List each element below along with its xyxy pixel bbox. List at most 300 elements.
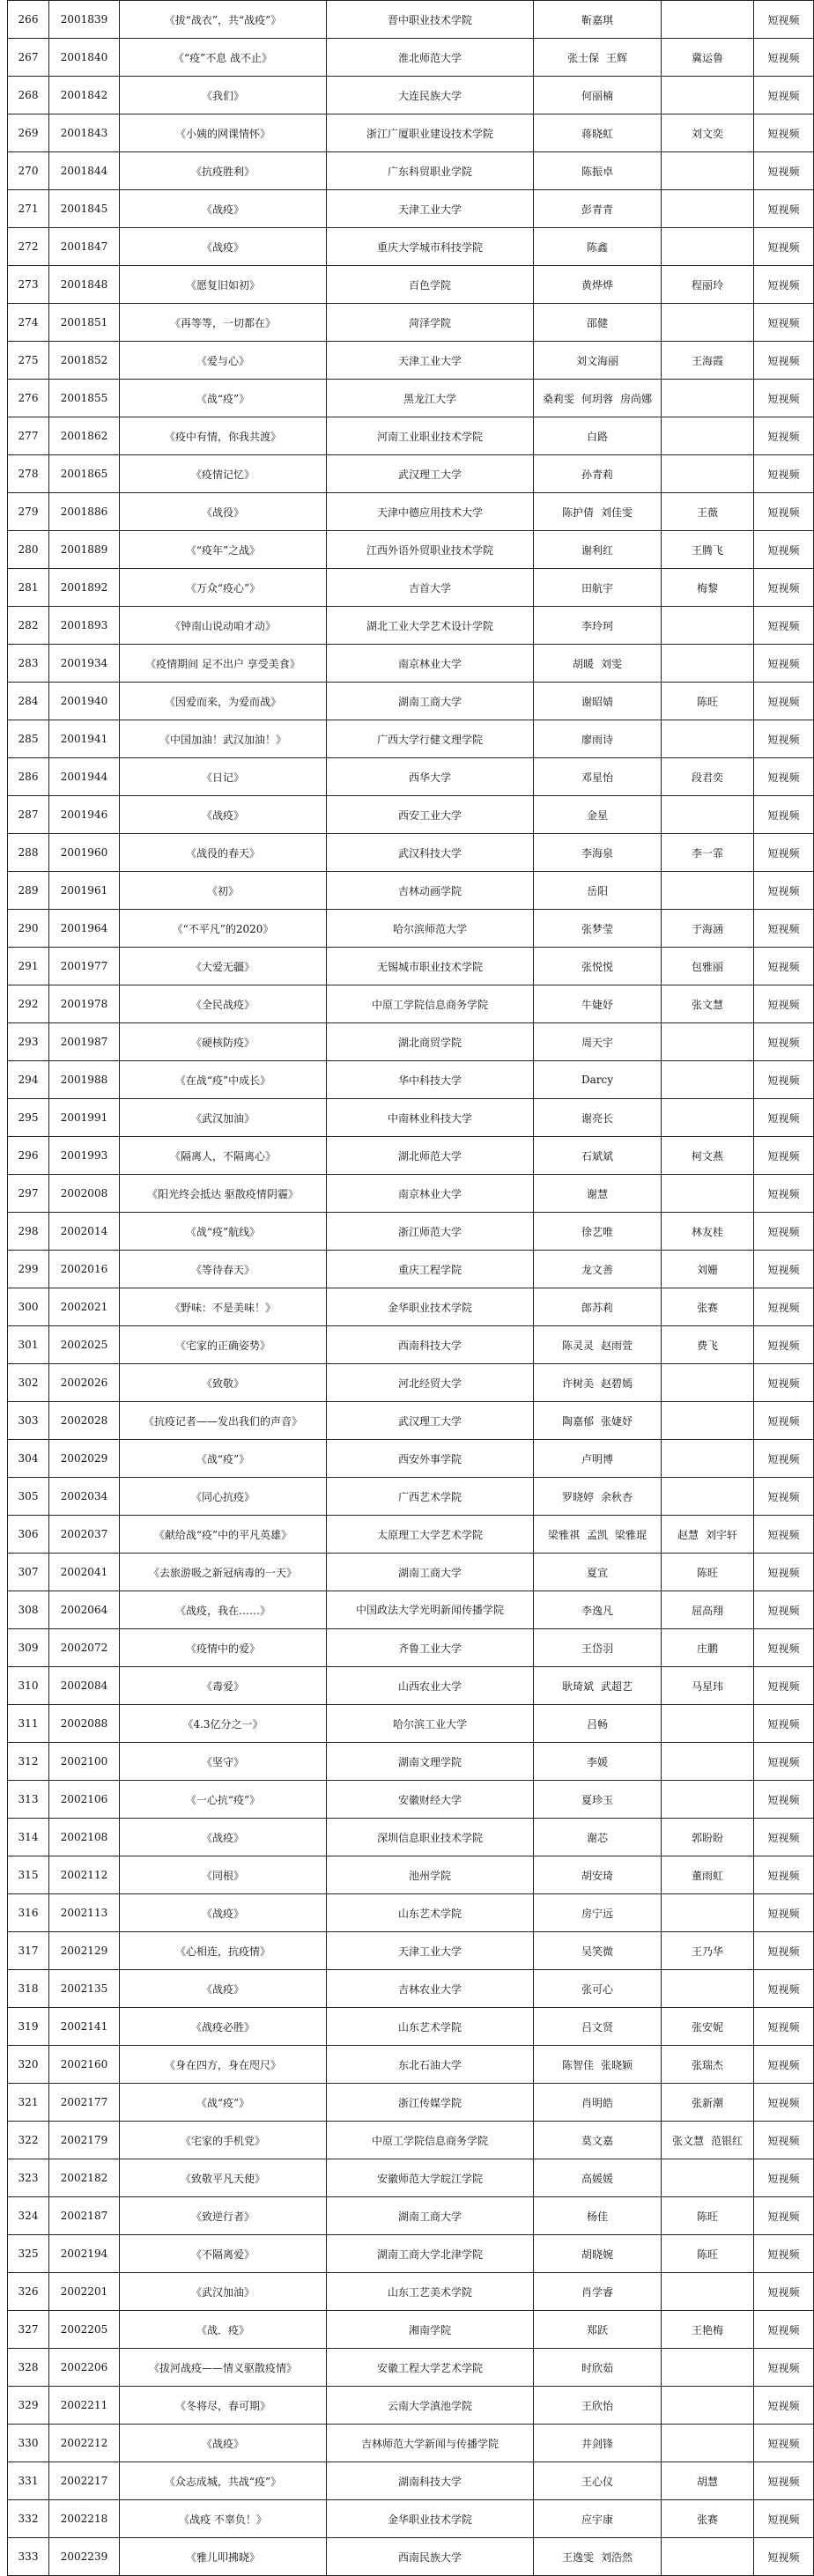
cell-entry-id: 2001851 <box>49 304 120 342</box>
cell-title: 《不隔离爱》 <box>120 2235 327 2273</box>
cell-advisors <box>662 1137 754 1175</box>
cell-advisors <box>662 2538 754 2576</box>
cell-title: 《战疫，我在……》 <box>120 1591 327 1629</box>
cell-title: 《抗疫胜利》 <box>120 152 327 190</box>
cell-seq: 279 <box>8 493 49 531</box>
cell-advisors-name: 柯文燕 <box>691 1149 723 1163</box>
table-row <box>8 1591 814 1629</box>
cell-entry-id: 2001852 <box>49 342 120 380</box>
cell-seq: 326 <box>8 2273 49 2311</box>
cell-entry-id: 2002021 <box>49 1288 120 1326</box>
cell-authors-name: 张士保 <box>566 51 599 64</box>
cell-category: 短视频 <box>754 2084 814 2122</box>
cell-advisors <box>662 1364 754 1402</box>
cell-category: 短视频 <box>754 152 814 190</box>
cell-category: 短视频 <box>754 948 814 985</box>
cell-category: 短视频 <box>754 493 814 531</box>
cell-advisors-name: 王海霞 <box>691 354 723 367</box>
cell-title: 《4.3亿分之一》 <box>120 1705 327 1743</box>
cell-seq: 292 <box>8 985 49 1023</box>
cell-category: 短视频 <box>754 304 814 342</box>
cell-entry-id: 2002016 <box>49 1251 120 1288</box>
cell-authors <box>534 985 662 1023</box>
table-row <box>8 228 814 266</box>
cell-advisors <box>662 1288 754 1326</box>
cell-authors-name: 郑跃 <box>586 2323 608 2336</box>
cell-school: 太原理工大学艺术学院 <box>327 1516 534 1554</box>
cell-advisors <box>662 1251 754 1288</box>
cell-authors <box>534 1932 662 1970</box>
cell-authors-name: 许树美 <box>561 1377 594 1390</box>
cell-authors-name: 李逸凡 <box>581 1604 613 1617</box>
cell-entry-id: 2002037 <box>49 1516 120 1554</box>
cell-advisors <box>662 948 754 985</box>
cell-authors <box>534 417 662 455</box>
cell-category: 短视频 <box>754 1213 814 1251</box>
awards-table <box>7 0 814 2576</box>
table-row <box>8 569 814 607</box>
cell-authors <box>534 1970 662 2008</box>
cell-school: 淮北师范大学 <box>327 39 534 77</box>
cell-seq: 285 <box>8 720 49 758</box>
cell-advisors <box>662 304 754 342</box>
cell-entry-id: 2001946 <box>49 796 120 834</box>
cell-title: 《武汉加油》 <box>120 2273 327 2311</box>
cell-advisors-name: 郭盼盼 <box>691 1831 723 1844</box>
cell-seq: 331 <box>8 2462 49 2500</box>
cell-entry-id: 2001893 <box>49 607 120 645</box>
cell-entry-id: 2001944 <box>49 758 120 796</box>
cell-authors <box>534 2349 662 2387</box>
cell-authors-name: 邵健 <box>586 316 608 329</box>
cell-seq: 273 <box>8 266 49 304</box>
cell-authors-name: 田航宇 <box>581 581 613 594</box>
cell-category: 短视频 <box>754 1629 814 1667</box>
cell-authors-name: 何玥蓉 <box>581 392 613 405</box>
cell-title: 《拔河战疫——情义驱散疫情》 <box>120 2349 327 2387</box>
cell-authors-name: 谢亮长 <box>581 1111 613 1125</box>
cell-title: 《坚守》 <box>120 1743 327 1781</box>
cell-title: 《中国加油！武汉加油！》 <box>120 720 327 758</box>
cell-school: 湖南工商大学北津学院 <box>327 2235 534 2273</box>
cell-advisors <box>662 2500 754 2538</box>
cell-authors-name: 谢昭婧 <box>581 695 613 708</box>
cell-entry-id: 2001848 <box>49 266 120 304</box>
cell-advisors <box>662 114 754 152</box>
cell-title: 《我们》 <box>120 77 327 114</box>
cell-category: 短视频 <box>754 1856 814 1894</box>
cell-authors <box>534 2462 662 2500</box>
cell-school: 湖南文理学院 <box>327 1743 534 1781</box>
cell-authors <box>534 1667 662 1705</box>
table-row <box>8 1 814 39</box>
cell-authors <box>534 1705 662 1743</box>
cell-advisors <box>662 683 754 720</box>
cell-school: 黑龙江大学 <box>327 380 534 417</box>
cell-category: 短视频 <box>754 569 814 607</box>
cell-authors-name: 张悦悦 <box>581 960 613 973</box>
table-row <box>8 834 814 872</box>
table-row <box>8 152 814 190</box>
cell-advisors <box>662 1819 754 1856</box>
cell-seq: 268 <box>8 77 49 114</box>
cell-seq: 282 <box>8 607 49 645</box>
table-row <box>8 1743 814 1781</box>
cell-entry-id: 2002187 <box>49 2197 120 2235</box>
cell-authors <box>534 1629 662 1667</box>
cell-category: 短视频 <box>754 417 814 455</box>
cell-entry-id: 2001940 <box>49 683 120 720</box>
cell-authors <box>534 948 662 985</box>
cell-entry-id: 2001977 <box>49 948 120 985</box>
cell-advisors-name: 王腾飞 <box>691 543 723 557</box>
cell-school: 南京林业大学 <box>327 645 534 683</box>
table-row <box>8 1213 814 1251</box>
cell-school: 西南科技大学 <box>327 1326 534 1364</box>
cell-title: 《武汉加油》 <box>120 1099 327 1137</box>
cell-entry-id: 2002084 <box>49 1667 120 1705</box>
cell-title: 《战“疫”》 <box>120 380 327 417</box>
cell-authors-name: 谢利红 <box>581 543 613 557</box>
cell-title: 《战“疫”》 <box>120 1440 327 1478</box>
table-row <box>8 758 814 796</box>
cell-authors-name: 周天宇 <box>581 1036 613 1049</box>
cell-title: 《同根》 <box>120 1856 327 1894</box>
cell-seq: 287 <box>8 796 49 834</box>
cell-category: 短视频 <box>754 1554 814 1591</box>
cell-authors-name: 李海泉 <box>581 846 613 860</box>
cell-authors <box>534 1402 662 1440</box>
cell-authors <box>534 2235 662 2273</box>
cell-authors-name: 刘浩然 <box>601 2550 633 2564</box>
cell-advisors <box>662 569 754 607</box>
table-row <box>8 1894 814 1932</box>
cell-authors-name: 王心仪 <box>581 2475 613 2488</box>
cell-advisors <box>662 380 754 417</box>
cell-entry-id: 2001941 <box>49 720 120 758</box>
cell-seq: 327 <box>8 2311 49 2349</box>
cell-advisors <box>662 2462 754 2500</box>
cell-school: 华中科技大学 <box>327 1061 534 1099</box>
table-row <box>8 1251 814 1288</box>
cell-seq: 277 <box>8 417 49 455</box>
cell-school: 金华职业技术学院 <box>327 2500 534 2538</box>
cell-category: 短视频 <box>754 342 814 380</box>
cell-entry-id: 2002014 <box>49 1213 120 1251</box>
cell-authors <box>534 1288 662 1326</box>
cell-authors <box>534 455 662 493</box>
cell-authors-name: 刘雯 <box>601 657 623 670</box>
table-row <box>8 872 814 910</box>
cell-entry-id: 2001988 <box>49 1061 120 1099</box>
cell-seq: 305 <box>8 1478 49 1516</box>
cell-category: 短视频 <box>754 531 814 569</box>
cell-advisors-name: 胡慧 <box>696 2475 718 2488</box>
cell-seq: 322 <box>8 2122 49 2159</box>
cell-entry-id: 2002088 <box>49 1705 120 1743</box>
cell-advisors <box>662 266 754 304</box>
cell-seq: 298 <box>8 1213 49 1251</box>
cell-advisors <box>662 228 754 266</box>
cell-advisors <box>662 2387 754 2425</box>
cell-advisors-name: 梅黎 <box>696 581 718 594</box>
cell-school: 广东科贸职业学院 <box>327 152 534 190</box>
cell-advisors <box>662 342 754 380</box>
cell-title: 《战疫》 <box>120 1894 327 1932</box>
cell-advisors-name: 屈高翔 <box>691 1604 723 1617</box>
cell-entry-id: 2002205 <box>49 2311 120 2349</box>
cell-advisors <box>662 2008 754 2046</box>
cell-authors-name: 金星 <box>586 808 608 822</box>
cell-category: 短视频 <box>754 2235 814 2273</box>
cell-seq: 308 <box>8 1591 49 1629</box>
cell-title: 《雅儿叩拂晓》 <box>120 2538 327 2576</box>
cell-school: 天津工业大学 <box>327 342 534 380</box>
cell-category: 短视频 <box>754 455 814 493</box>
table-row <box>8 948 814 985</box>
cell-seq: 323 <box>8 2159 49 2197</box>
cell-seq: 321 <box>8 2084 49 2122</box>
cell-authors <box>534 2046 662 2084</box>
cell-authors-name: 孙青莉 <box>581 468 613 481</box>
table-row <box>8 2235 814 2273</box>
cell-seq: 312 <box>8 1743 49 1781</box>
table-row <box>8 2500 814 2538</box>
cell-authors-name: 梁雅琨 <box>615 1528 648 1541</box>
table-row <box>8 1288 814 1326</box>
cell-advisors <box>662 39 754 77</box>
cell-advisors <box>662 1629 754 1667</box>
cell-authors <box>534 1819 662 1856</box>
table-row <box>8 1856 814 1894</box>
cell-advisors <box>662 872 754 910</box>
cell-title: 《战疫必胜》 <box>120 2008 327 2046</box>
cell-entry-id: 2001886 <box>49 493 120 531</box>
cell-seq: 318 <box>8 1970 49 2008</box>
cell-title: 《隔离人，不隔离心》 <box>120 1137 327 1175</box>
cell-category: 短视频 <box>754 190 814 228</box>
cell-title: 《爱与心》 <box>120 342 327 380</box>
cell-advisors-name: 林友桂 <box>691 1225 723 1238</box>
cell-entry-id: 2002113 <box>49 1894 120 1932</box>
cell-entry-id: 2002028 <box>49 1402 120 1440</box>
cell-authors <box>534 2122 662 2159</box>
cell-authors <box>534 1137 662 1175</box>
cell-category: 短视频 <box>754 2462 814 2500</box>
cell-category: 短视频 <box>754 1364 814 1402</box>
cell-seq: 315 <box>8 1856 49 1894</box>
cell-advisors <box>662 2122 754 2159</box>
cell-school: 东北石油大学 <box>327 2046 534 2084</box>
cell-category: 短视频 <box>754 1251 814 1288</box>
cell-school: 湖南工商大学 <box>327 683 534 720</box>
cell-advisors-name: 陈旺 <box>696 2210 718 2223</box>
cell-advisors <box>662 796 754 834</box>
cell-authors <box>534 1364 662 1402</box>
cell-authors-name: 胡安琦 <box>581 1869 613 1882</box>
cell-authors <box>534 1 662 39</box>
cell-authors <box>534 1023 662 1061</box>
cell-title: 《去旅游吸之新冠病毒的一天》 <box>120 1554 327 1591</box>
cell-entry-id: 2002212 <box>49 2425 120 2462</box>
cell-authors-name: 吕文贤 <box>581 2020 613 2033</box>
cell-authors <box>534 683 662 720</box>
cell-category: 短视频 <box>754 2122 814 2159</box>
cell-advisors <box>662 1175 754 1213</box>
table-row <box>8 720 814 758</box>
cell-advisors-name: 张赛 <box>696 2513 718 2526</box>
cell-authors <box>534 2387 662 2425</box>
cell-advisors <box>662 417 754 455</box>
table-row <box>8 531 814 569</box>
cell-seq: 295 <box>8 1099 49 1137</box>
cell-authors-name: 李媛 <box>586 1755 608 1768</box>
cell-school: 湖南科技大学 <box>327 2462 534 2500</box>
cell-title: 《因爱而来，为爱而战》 <box>120 683 327 720</box>
cell-category: 短视频 <box>754 1894 814 1932</box>
table-row <box>8 1402 814 1440</box>
cell-advisors <box>662 1705 754 1743</box>
cell-school: 吉林农业大学 <box>327 1970 534 2008</box>
cell-authors <box>534 39 662 77</box>
cell-entry-id: 2001987 <box>49 1023 120 1061</box>
cell-school: 中南林业科技大学 <box>327 1099 534 1137</box>
cell-school: 浙江师范大学 <box>327 1213 534 1251</box>
cell-authors-name: 白路 <box>586 430 608 443</box>
table-row <box>8 2084 814 2122</box>
cell-school: 天津工业大学 <box>327 1932 534 1970</box>
cell-title: 《战疫》 <box>120 1819 327 1856</box>
cell-title: 《硬核防疫》 <box>120 1023 327 1061</box>
cell-entry-id: 2002025 <box>49 1326 120 1364</box>
cell-title: 《毒爱》 <box>120 1667 327 1705</box>
cell-advisors <box>662 531 754 569</box>
cell-category: 短视频 <box>754 1819 814 1856</box>
cell-category: 短视频 <box>754 1932 814 1970</box>
cell-authors-name: 胡暖 <box>572 657 594 670</box>
cell-seq: 294 <box>8 1061 49 1099</box>
cell-authors <box>534 569 662 607</box>
cell-authors <box>534 342 662 380</box>
cell-category: 短视频 <box>754 1288 814 1326</box>
cell-title: 《初》 <box>120 872 327 910</box>
cell-entry-id: 2002206 <box>49 2349 120 2387</box>
table-row <box>8 2387 814 2425</box>
cell-school: 菏泽学院 <box>327 304 534 342</box>
cell-advisors <box>662 1099 754 1137</box>
cell-authors <box>534 2159 662 2197</box>
table-row <box>8 2046 814 2084</box>
cell-title: 《万众“疫心”》 <box>120 569 327 607</box>
table-row <box>8 342 814 380</box>
cell-title: 《疫情期间 足不出户 享受美食》 <box>120 645 327 683</box>
cell-category: 短视频 <box>754 1175 814 1213</box>
table-row <box>8 2349 814 2387</box>
table-row <box>8 1705 814 1743</box>
cell-entry-id: 2001934 <box>49 645 120 683</box>
cell-school: 金华职业技术学院 <box>327 1288 534 1326</box>
cell-seq: 274 <box>8 304 49 342</box>
cell-advisors-name: 王薇 <box>696 506 718 519</box>
cell-school: 西安工业大学 <box>327 796 534 834</box>
cell-advisors <box>662 1743 754 1781</box>
cell-title: 《“疫年”之战》 <box>120 531 327 569</box>
cell-category: 短视频 <box>754 872 814 910</box>
cell-seq: 297 <box>8 1175 49 1213</box>
cell-category: 短视频 <box>754 683 814 720</box>
cell-authors-name: 张可心 <box>581 1982 613 1996</box>
cell-authors-name: 高媛媛 <box>581 2172 613 2185</box>
cell-seq: 329 <box>8 2387 49 2425</box>
table-row <box>8 2462 814 2500</box>
cell-seq: 300 <box>8 1288 49 1326</box>
cell-authors <box>534 1554 662 1591</box>
cell-authors-name: 蒋晓虹 <box>581 127 613 140</box>
cell-authors <box>534 1326 662 1364</box>
cell-entry-id: 2002026 <box>49 1364 120 1402</box>
cell-category: 短视频 <box>754 758 814 796</box>
cell-authors <box>534 720 662 758</box>
cell-authors-name: 邓星怡 <box>581 771 613 784</box>
cell-advisors-name: 张安妮 <box>691 2020 723 2033</box>
cell-authors-name: 牛婕妤 <box>581 998 613 1011</box>
cell-authors <box>534 2311 662 2349</box>
cell-category: 短视频 <box>754 1 814 39</box>
cell-seq: 320 <box>8 2046 49 2084</box>
cell-advisors-name: 程丽玲 <box>691 278 723 292</box>
cell-entry-id: 2001960 <box>49 834 120 872</box>
cell-advisors <box>662 2197 754 2235</box>
cell-category: 短视频 <box>754 1516 814 1554</box>
cell-seq: 310 <box>8 1667 49 1705</box>
cell-authors <box>534 1516 662 1554</box>
cell-authors-name: 陈智佳 <box>561 2058 594 2071</box>
table-row <box>8 77 814 114</box>
cell-seq: 293 <box>8 1023 49 1061</box>
cell-seq: 267 <box>8 39 49 77</box>
table-row <box>8 796 814 834</box>
cell-title: 《战疫 不辜负！》 <box>120 2500 327 2538</box>
cell-advisors <box>662 77 754 114</box>
cell-advisors <box>662 910 754 948</box>
cell-entry-id: 2002100 <box>49 1743 120 1781</box>
cell-school: 湖北师范大学 <box>327 1137 534 1175</box>
cell-school: 浙江广厦职业建设技术学院 <box>327 114 534 152</box>
cell-seq: 272 <box>8 228 49 266</box>
cell-school: 湖北商贸学院 <box>327 1023 534 1061</box>
cell-title: 《在战“疫”中成长》 <box>120 1061 327 1099</box>
cell-authors-name: 刘文海丽 <box>575 354 618 367</box>
cell-authors-name: 房宁远 <box>581 1907 613 1920</box>
cell-entry-id: 2001889 <box>49 531 120 569</box>
cell-school: 湖南工商大学 <box>327 2197 534 2235</box>
cell-category: 短视频 <box>754 1402 814 1440</box>
cell-title: 《愿复旧如初》 <box>120 266 327 304</box>
cell-title: 《宅家的正确姿势》 <box>120 1326 327 1364</box>
cell-title: 《拔“战衣”，共“战疫”》 <box>120 1 327 39</box>
cell-advisors-name: 庄鹏 <box>696 1642 718 1655</box>
awards-table-body <box>8 1 814 2576</box>
cell-authors <box>534 607 662 645</box>
cell-authors-name: 龙文善 <box>581 1263 613 1276</box>
table-row <box>8 1061 814 1099</box>
table-row <box>8 1970 814 2008</box>
cell-authors-name: 郎苏莉 <box>581 1301 613 1314</box>
cell-seq: 302 <box>8 1364 49 1402</box>
cell-title: 《同心抗疫》 <box>120 1478 327 1516</box>
cell-advisors <box>662 720 754 758</box>
cell-school: 晋中职业技术学院 <box>327 1 534 39</box>
